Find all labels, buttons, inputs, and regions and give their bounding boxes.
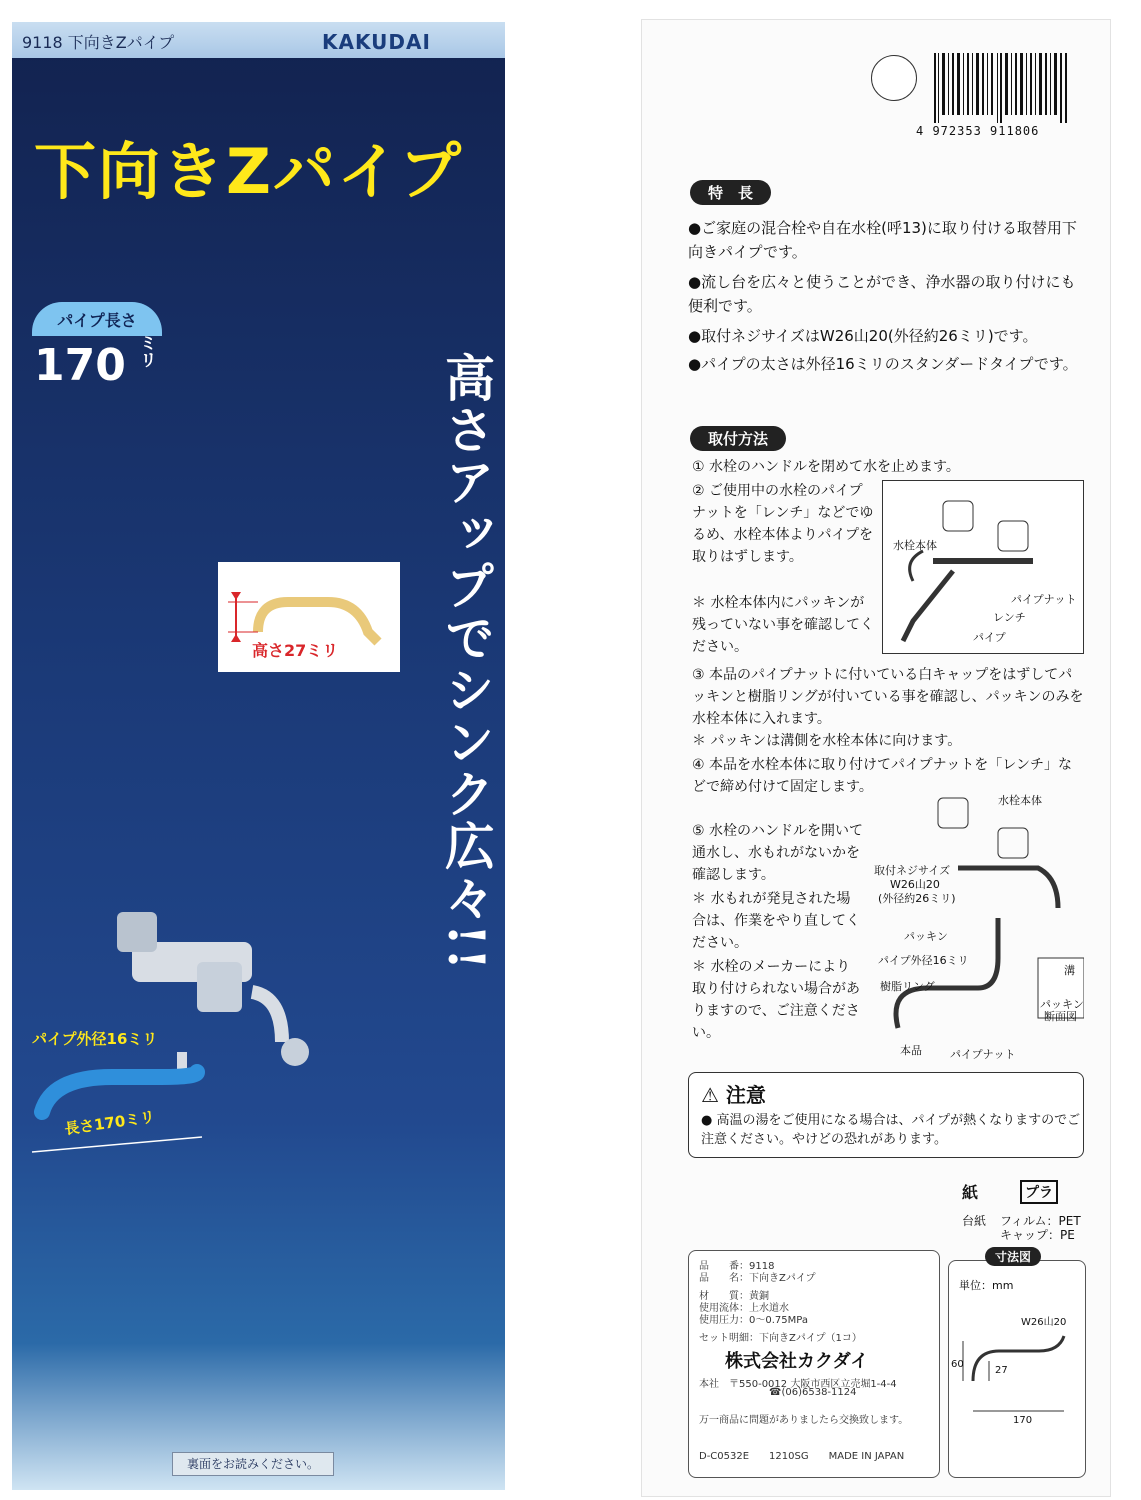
install-step: ③ 本品のパイプナットに付いている白キャップをはずしてパッキンと樹脂リングが付いている事を確認し、パッキンのみを水栓本体に入れます。 [692, 667, 1084, 727]
install-step: ① 水栓のハンドルを閉めて水を止めます。 [692, 459, 960, 475]
feature-item: ●ご家庭の混合栓や自在水栓(呼13)に取り付ける取替用下向きパイプです。 [688, 219, 1077, 261]
company-logo: 株式会社カクダイ [725, 1351, 869, 1372]
spec-line: 使用流体：上水道水 [699, 1303, 789, 1314]
recycle-marks [932, 1180, 1082, 1240]
plastic-recycle-icon: プラ [1020, 1180, 1058, 1204]
faucet-wrench-icon [883, 481, 1083, 653]
install-heading: 取付方法 [690, 426, 786, 451]
install-step: ＊ 水栓本体内にパッキンが残っていない事を確認してください。 [692, 595, 874, 655]
company-address: 本社 〒550-0012 大阪市西区立売堀1-4-4 [699, 1379, 897, 1390]
spec-line: 品 番：9118 [699, 1261, 775, 1272]
spec-box [688, 1250, 940, 1478]
warning-icon: ⚠ [701, 1083, 719, 1107]
diagram-label: 断面図 [1044, 1010, 1077, 1023]
print-codes: D-C0532E 1210SG MADE IN JAPAN [699, 1451, 905, 1462]
install-step: ＊ 水もれが発見された場合は、作業をやり直してください。 [692, 891, 860, 951]
diagram-label: W26山20 [890, 878, 940, 891]
diagram-label: パイプ [973, 631, 1006, 644]
read-back-note: 裏面をお読みください。 [172, 1452, 334, 1476]
dimension-unit: 単位：mm [959, 1279, 1014, 1292]
length-170-label: 長さ170ミリ [63, 1107, 157, 1139]
diagram-label: 取付ネジサイズ [874, 864, 951, 877]
feature-item: ●パイプの太さは外径16ミリのスタンダードタイプです。 [688, 355, 1078, 373]
spec-line: セット明細：下向きZパイプ（1コ） [699, 1333, 862, 1344]
features-heading: 特 長 [690, 180, 771, 205]
length-badge: パイプ長さ [32, 302, 162, 336]
diagram-label: 水栓本体 [998, 794, 1042, 807]
feature-item: ●流し台を広々と使うことができ、浄水器の取り付けにも便利です。 [688, 273, 1076, 315]
height-label: 高さ27ミリ [252, 641, 339, 660]
exchange-notice: 万一商品に問題がありましたら交換致します。 [699, 1415, 909, 1426]
caution-text: ● 高温の湯をご使用になる場合は、パイプが熱くなりますのでご注意ください。やけどの恐れがあります。 [701, 1113, 1081, 1147]
film-material: フィルム：PET [1000, 1214, 1081, 1228]
diagram-label: パッキン [1040, 998, 1084, 1011]
install-step: ＊ 水栓のメーカーにより取り付けられない場合がありますので、ご注意ください。 [692, 959, 860, 1041]
dimension-drawing-icon [949, 1321, 1085, 1421]
dimension-length: 170 [1013, 1415, 1033, 1426]
install-diagram [868, 788, 1084, 1060]
paper-item: 台紙 [962, 1214, 987, 1228]
front-package-card [12, 22, 505, 1490]
spec-line: 品 名：下向きZパイプ [699, 1273, 816, 1284]
diagram-label: 樹脂リング [880, 980, 935, 993]
length-value: 170 [34, 340, 126, 391]
diagram-label: 水栓本体 [893, 539, 937, 552]
back-package-card [642, 20, 1110, 1496]
diagram-label: 本品 [900, 1044, 922, 1057]
barcode-icon [934, 53, 1068, 123]
dimension-h27: 27 [995, 1365, 1008, 1376]
caution-box [688, 1072, 1084, 1158]
slogan: 高さアップでシンク広々!! [437, 352, 496, 972]
length-unit: ミリ [136, 334, 156, 368]
spec-line: 材 質：黄銅 [699, 1291, 769, 1302]
dimension-box [948, 1250, 1086, 1478]
diagram-label: パイプ外径16ミリ [878, 954, 969, 967]
diagram-label: 溝 [1064, 964, 1075, 977]
removal-diagram [882, 480, 1084, 654]
install-step: ② ご使用中の水栓のパイプナットを「レンチ」などでゆるめ、水栓本体よりパイプを取りはずします。 [692, 483, 874, 565]
caution-title: ⚠ 注意 [701, 1083, 766, 1107]
product-title: 下向きZパイプ [34, 135, 464, 208]
brand-logo: KAKUDAI [322, 30, 431, 54]
dimension-title: 寸法図 [985, 1247, 1041, 1266]
install-step: ⑤ 水栓のハンドルを開いて通水し、水もれがないかを確認します。 [692, 823, 864, 883]
install-step: ＊ パッキンは溝側を水栓本体に向けます。 [692, 733, 962, 749]
cap-material: キャップ：PE [1000, 1228, 1075, 1242]
company-phone: ☎(06)6538-1124 [769, 1387, 857, 1398]
paper-recycle-icon: 紙 [962, 1183, 979, 1202]
dimension-h60: 60 [951, 1359, 964, 1370]
diagram-label: (外径約26ミリ) [878, 892, 956, 905]
product-code: 9118 下向きZパイプ [22, 33, 175, 52]
diagram-label: レンチ [993, 611, 1026, 624]
diagram-label: パイプナット [1011, 593, 1077, 606]
barcode-number: 4 972353 911806 [916, 124, 1040, 138]
spec-line: 使用圧力：0〜0.75MPa [699, 1315, 808, 1326]
diagram-label: パイプナット [950, 1048, 1016, 1061]
install-step: ④ 本品を水栓本体に取り付けてパイプナットを「レンチ」などで締め付けて固定します。 [692, 757, 1072, 795]
diagram-label: パッキン [904, 930, 948, 943]
dimension-thread: W26山20 [1021, 1317, 1067, 1328]
feature-item: ●取付ネジサイズはW26山20(外径約26ミリ)です。 [688, 327, 1038, 345]
diameter-label: パイプ外径16ミリ [32, 1030, 158, 1048]
hang-hole [871, 55, 917, 101]
